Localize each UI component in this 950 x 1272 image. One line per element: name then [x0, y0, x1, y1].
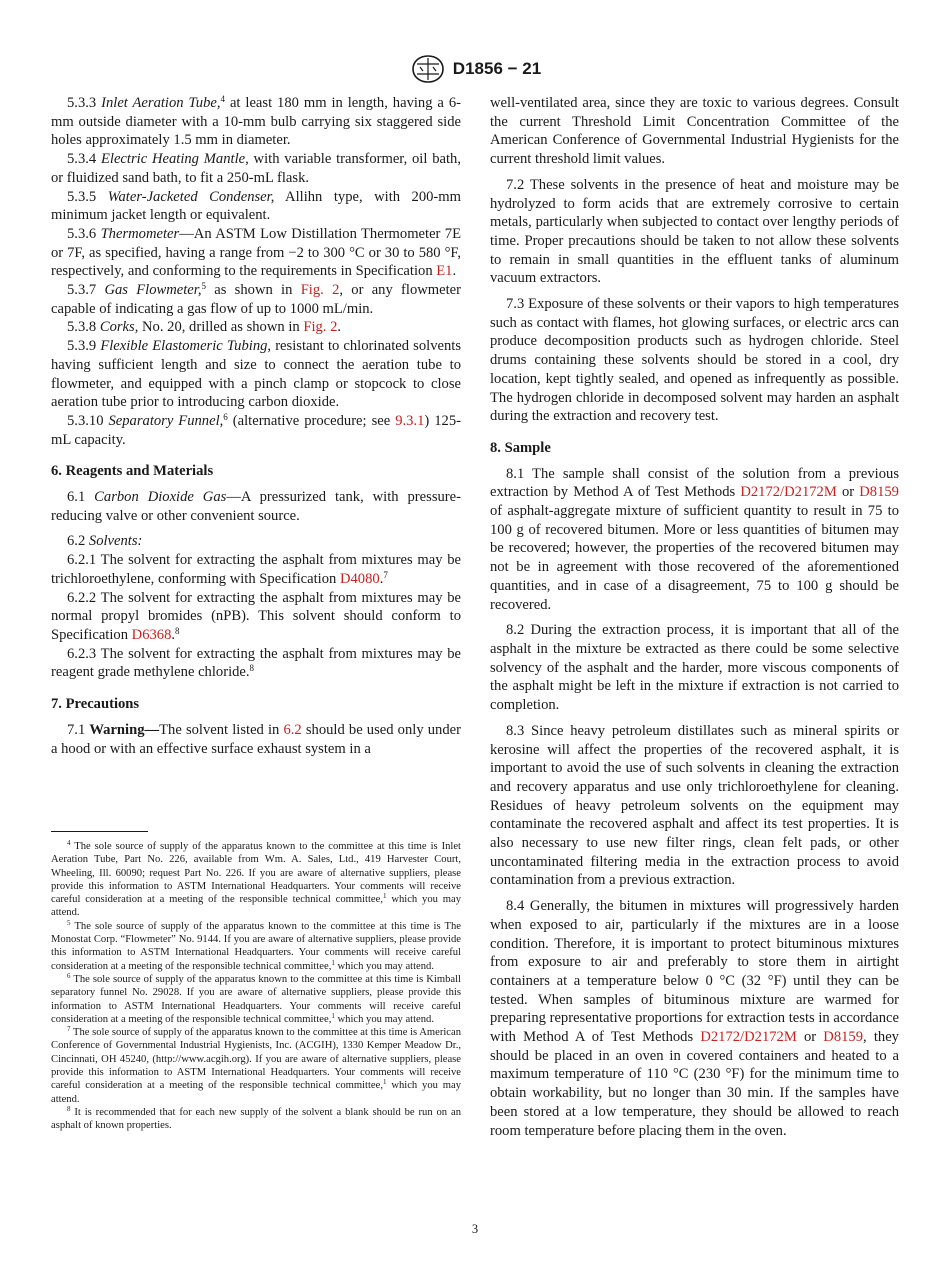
paragraph-6-2-1: 6.2.1 The solvent for extracting the asphalt from mixtures may be trichloroethylene, conforming with Specification D4080.$^7$ — [51, 552, 461, 587]
page-number: 3 — [471, 1222, 479, 1236]
footnote-divider — [51, 831, 148, 832]
footnote-8: $^8$ It is recommended that for each new supply of the solvent a blank should be run on an asphalt of known properties. — [51, 1104, 461, 1132]
paragraph-5-3-6: 5.3.6 Thermometer—An ASTM Low Distillation Thermometer 7E or 7F, as specified, having a range from −2 to 300 °C or 30 to 580 °F, respectively, and conforming to the requirements in Specification E1. — [51, 225, 461, 280]
paragraph-7-3: 7.3 Exposure of these solvents or their vapors to high temperatures such as contact with flames, hot glowing surfaces, or electric arcs can produce decomposition products such as hydrogen chloride. Steel drums containing these solvents should be stored in a cool, dry location, kept tightly sealed, and opened as infrequently as possible. The hydrogen chloride in decomposed solvent may harden an asphalt during the extraction and recovery test. — [490, 296, 899, 425]
paragraph-6-1: 6.1 Carbon Dioxide Gas—A pressurized tank, with pressure-reducing valve or other convenient source. — [51, 489, 461, 524]
paragraph-8-2: 8.2 During the extraction process, it is important that all of the asphalt in the mixture be extracted as there could be some selective solvency of the asphalt and the harder, more viscous components of the asphalt might be left in the mixture if extraction is not carried to completion. — [490, 622, 899, 714]
astm-logo-icon — [409, 54, 447, 84]
footnote-6: $^6$ The sole source of supply of the apparatus known to the committee at this time is Kimball separatory funnel No. 29028. If you are aware of alternative suppliers, please provide this information to ASTM International Headquarters. Your comments will receive careful consideration at a meeting of the responsible technical committee,$^1$ which you may attend. — [51, 971, 461, 1025]
paragraph-8-3: 8.3 Since heavy petroleum distillates such as mineral spirits or kerosine will affect the properties of the recovered asphalt, it is important to avoid the use of such solvents in cleaning the extraction and recovery apparatus and use only trichloroethylene for cleaning. Residues of heavy petroleum solvents on the equipment may contaminate the recovered asphalt and affect its test properties. It is also necessary to use new filter rings, clean felt pads, or other uncontaminated filtering media in the extraction process to avoid contamination from a previous extraction. — [490, 722, 899, 889]
link-d2172[interactable]: D2172/D2172M — [740, 484, 837, 501]
paragraph-8-4: 8.4 Generally, the bitumen in mixtures will progressively harden when exposed to air, particularly if the mixtures are in a loose condition. Therefore, it is important to protect bituminous mixtures from exposure to air and preferably to store them in airtight containers at a temperature below 0 °C (32 °F) until they can be tested. When samples of bituminous mixture are warmed for preparing representative proportions for extraction tests in accordance with Method A of Test Methods D2172/D2172M or D8159, they should be placed in an oven in covered containers and heated to a maximum temperature of 110 °C (230 °F) for the minimum time to obtain workability, but no longer than 30 min. If the samples have been stored at a low temperature, they should be allowed to reach room temperature before placing them in the oven. — [490, 898, 899, 1139]
link-d8159[interactable]: D8159 — [859, 484, 899, 501]
page-header — [0, 52, 950, 86]
paragraph-6-2-2: 6.2.2 The solvent for extracting the asphalt from mixtures may be normal propyl bromides (nPB). This solvent should conform to Specification D6368.$^8$ — [51, 589, 461, 643]
paragraph-5-3-8: 5.3.8 Corks, No. 20, drilled as shown in Fig. 2. — [67, 319, 342, 336]
paragraph-5-3-3: 5.3.3 Inlet Aeration Tube,$^4$ at least 180 mm in length, having a 6-mm outside diameter with a 10-mm bulb carrying six staggered side holes approximately 1.5 mm in diameter. — [51, 94, 461, 149]
paragraph-5-3-5: 5.3.5 Water-Jacketed Condenser, Allihn type, with 200-mm minimum jacket length or equivalent. — [51, 188, 461, 224]
document-id: D1856 − 21 — [452, 59, 542, 78]
paragraph-5-3-7: 5.3.7 Gas Flowmeter,$^5$ as shown in Fig. 2, or any flowmeter capable of indicating a gas flow of up to 1000 mL/min. — [51, 281, 462, 317]
paragraph-6-2: 6.2 Solvents: — [67, 533, 143, 550]
link-9-3-1[interactable]: 9.3.1 — [395, 412, 425, 429]
paragraph-5-3-9: 5.3.9 Flexible Elastomeric Tubing, resistant to chlorinated solvents having sufficient length and size to connect the aeration tube to flowmeter, and equipped with a pinch clamp or stopcock to close aeration tube prior to introducing carbon dioxide. — [51, 338, 461, 411]
right-column — [490, 94, 899, 1140]
section-heading-8: 8. Sample — [490, 439, 551, 456]
section-heading-6: 6. Reagents and Materials — [51, 463, 214, 480]
paragraph-5-3-10: 5.3.10 Separatory Funnel,$^6$ (alternative procedure; see 9.3.1) 125-mL capacity. — [51, 411, 461, 448]
paragraph-8-1: 8.1 The sample shall consist of the solution from a previous extraction by Method A of Test Methods D2172/D2172M or D8159 of asphalt-aggregate mixture of sufficient quantity to result in 75 to 100 g of recovered bitumen. More or less quantities of bitumen may be recovered; however, the properties of the recovered bitumen may not be in agreement with those recovered of the aforementioned quantities, and in case of a disagreement, 75 to 100 g should be recovered. — [490, 465, 899, 613]
link-d4080[interactable]: D4080 — [339, 570, 380, 587]
paragraph-5-3-4: 5.3.4 Electric Heating Mantle, with variable transformer, oil bath, or fluidized sand bath, to fit a 250-mL flask. — [51, 151, 461, 186]
link-d8159[interactable]: D8159 — [823, 1029, 864, 1046]
link-d6368[interactable]: D6368 — [131, 626, 172, 643]
footnote-4: $^4$ The sole source of supply of the apparatus known to the committee at this time is Inlet Aeration Tube, Part No. 226, available from Wm. A. Sales, Ltd., 419 Harvester Court, Wheeling, Ill. 60090; request Part No. 226. If you are aware of alternative suppliers, please provide this information to ASTM International Headquarters. Your comments will receive careful consideration at a meeting of the responsible technical committee,$^1$ which you may attend. — [51, 839, 461, 919]
paragraph-7-2: 7.2 These solvents in the presence of heat and moisture may be hydrolyzed to form acids that are extremely corrosive to certain metals, particularly when subjected to contact over lengthy periods of time. Proper precautions should be taken to not allow these solvents to remain in small quantities in the effluent tanks of aluminum vacuum extractors. — [490, 176, 899, 287]
link-fig-2[interactable]: Fig. 2 — [300, 282, 340, 299]
link-d2172[interactable]: D2172/D2172M — [700, 1029, 797, 1046]
link-6-2[interactable]: 6.2 — [283, 721, 302, 738]
footnote-7: $^7$ The sole source of supply of the apparatus known to the committee at this time is American Conference of Governmental Industrial Hygienists, Inc. (ACGIH), 1330 Kemper Meadow Dr., Cincinnati, OH 45240, (http://www.acgih.org). If you are aware of alternative suppliers, please provide this information to ASTM International Headquarters. Your comments will receive careful consideration at a meeting of the responsible technical committee,$^1$ which you may attend. — [51, 1025, 461, 1105]
paragraph-7-1: 7.1 Warning—The solvent listed in 6.2 should be used only under a hood or with an effective surface exhaust system in a — [51, 721, 461, 757]
footnotes — [51, 831, 461, 1133]
link-fig-2[interactable]: Fig. 2 — [303, 319, 338, 336]
section-heading-7: 7. Precautions — [51, 696, 140, 713]
paragraph-7-1-continued: well-ventilated area, since they are toxic to various degrees. Consult the current Threshold Limit Concentration Committee of the American Conference of Governmental Industrial Hygienists for the current threshold limit values. — [490, 95, 899, 168]
left-column — [51, 94, 461, 758]
link-e1[interactable]: E1 — [436, 263, 453, 280]
paragraph-6-2-3: 6.2.3 The solvent for extracting the asphalt from mixtures may be reagent grade methylene chloride.$^8$ — [51, 645, 461, 681]
footnote-5: $^5$ The sole source of supply of the apparatus known to the committee at this time is The Monostat Corp. “Flowmeter” No. 9144. If you are aware of alternative suppliers, please provide this information to ASTM International Headquarters. Your comments will receive careful consideration at a meeting of the responsible technical committee,$^1$ which you may attend. — [51, 918, 461, 972]
